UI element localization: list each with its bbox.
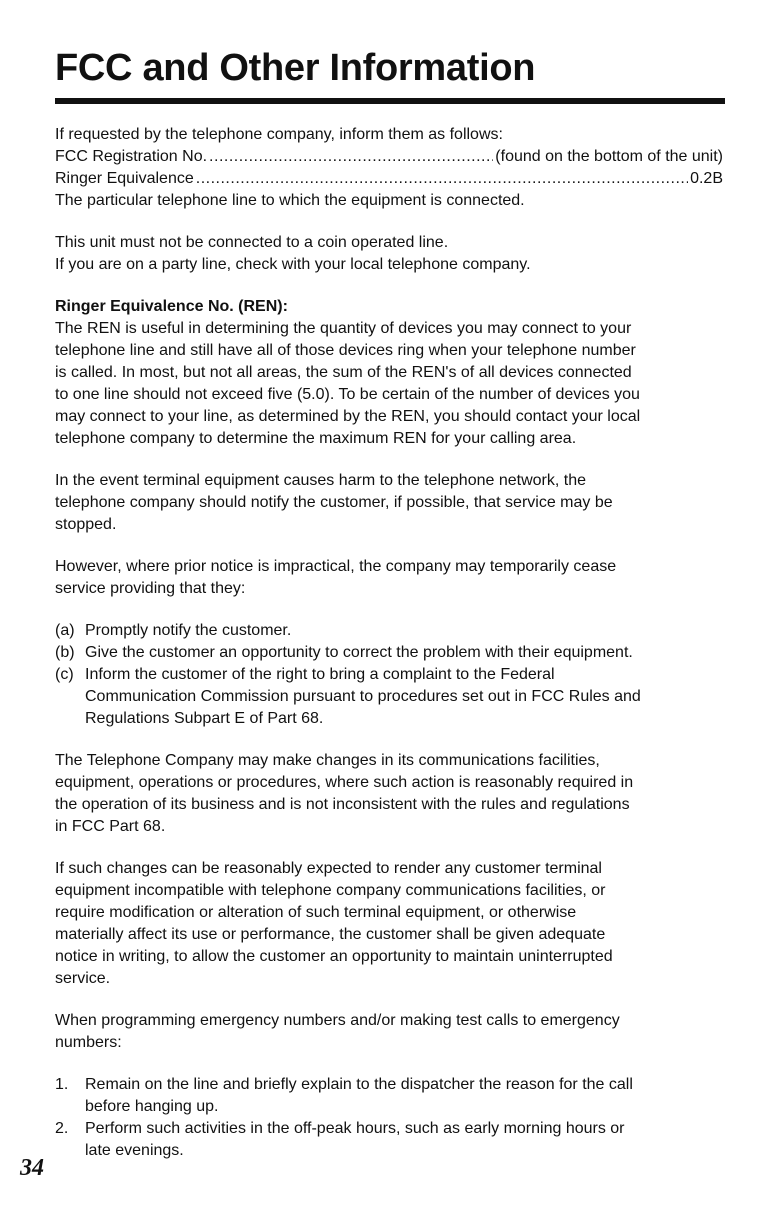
document-body xyxy=(55,124,723,1162)
paragraph-line: If you are on a party line, check with your local telephone company. xyxy=(55,256,531,273)
list-item xyxy=(55,642,723,664)
list-item-text xyxy=(85,1118,723,1162)
notice-list xyxy=(55,620,723,730)
emergency-list xyxy=(55,1074,723,1162)
paragraph-line: the operation of its business and is not inconsistent with the rules and regulations xyxy=(55,796,630,813)
facility-changes-paragraph xyxy=(55,750,723,838)
list-item-line: Communication Commission pursuant to procedures set out in FCC Rules and xyxy=(85,688,641,705)
paragraph-line: materially affect its use or performance, the customer shall be given adequate xyxy=(55,926,606,943)
list-item xyxy=(55,620,723,642)
paragraph-line: telephone company to determine the maximum REN for your calling area. xyxy=(55,430,577,447)
dot-leader xyxy=(196,168,688,190)
list-marker: (a) xyxy=(55,622,75,639)
paragraph-line: service providing that they: xyxy=(55,580,246,597)
intro-line: The particular telephone line to which the equipment is connected. xyxy=(55,192,525,209)
ren-paragraph xyxy=(55,296,723,450)
paragraph-line: If such changes can be reasonably expected to render any customer terminal xyxy=(55,860,602,877)
dot-leader xyxy=(209,146,493,168)
intro-line: If requested by the telephone company, inform them as follows: xyxy=(55,126,503,143)
coin-line-paragraph xyxy=(55,232,723,276)
paragraph-line: numbers: xyxy=(55,1034,122,1051)
emergency-paragraph xyxy=(55,1010,723,1054)
list-item-text xyxy=(85,1074,723,1118)
list-item-line: Perform such activities in the off-peak hours, such as early morning hours or xyxy=(85,1120,625,1137)
paragraph-line: to one line should not exceed five (5.0). To be certain of the number of devices you xyxy=(55,386,640,403)
list-item xyxy=(55,1118,723,1162)
fcc-registration-value: (found on the bottom of the unit) xyxy=(495,148,723,165)
page xyxy=(55,0,723,1182)
ringer-equivalence-row xyxy=(55,168,723,190)
paragraph-line: notice in writing, to allow the customer an opportunity to maintain uninterrupted xyxy=(55,948,613,965)
list-item-line: before hanging up. xyxy=(85,1098,219,1115)
list-marker: 2. xyxy=(55,1120,69,1137)
paragraph-line: in FCC Part 68. xyxy=(55,818,166,835)
paragraph-line: This unit must not be connected to a coin operated line. xyxy=(55,234,449,251)
list-item-line: Promptly notify the customer. xyxy=(85,622,292,639)
title-divider xyxy=(55,98,725,104)
page-number: 34 xyxy=(20,1155,44,1181)
list-item-text xyxy=(85,664,723,730)
paragraph-line: equipment, operations or procedures, where such action is reasonably required in xyxy=(55,774,634,791)
page-title: FCC and Other Information xyxy=(55,47,536,89)
paragraph-line: require modification or alteration of such terminal equipment, or otherwise xyxy=(55,904,577,921)
paragraph-line: stopped. xyxy=(55,516,117,533)
ringer-equivalence-label: Ringer Equivalence xyxy=(55,170,194,187)
list-item-text xyxy=(85,620,723,642)
paragraph-line: The REN is useful in determining the quantity of devices you may connect to your xyxy=(55,320,632,337)
paragraph-line: equipment incompatible with telephone company communications facilities, or xyxy=(55,882,606,899)
paragraph-line: When programming emergency numbers and/or making test calls to emergency xyxy=(55,1012,620,1029)
list-item xyxy=(55,1074,723,1118)
paragraph-line: In the event terminal equipment causes harm to the telephone network, the xyxy=(55,472,586,489)
list-item-line: Regulations Subpart E of Part 68. xyxy=(85,710,324,727)
paragraph-line: is called. In most, but not all areas, the sum of the REN's of all devices connected xyxy=(55,364,632,381)
paragraph-line: service. xyxy=(55,970,111,987)
list-item xyxy=(55,664,723,730)
incompatible-equipment-paragraph xyxy=(55,858,723,990)
intro-paragraph xyxy=(55,124,723,212)
paragraph-line: telephone line and still have all of those devices ring when your telephone number xyxy=(55,342,636,359)
prior-notice-paragraph xyxy=(55,556,723,600)
list-item-line: Remain on the line and briefly explain to the dispatcher the reason for the call xyxy=(85,1076,633,1093)
paragraph-line: However, where prior notice is impractical, the company may temporarily cease xyxy=(55,558,617,575)
list-item-line: Give the customer an opportunity to correct the problem with their equipment. xyxy=(85,644,633,661)
list-marker: 1. xyxy=(55,1076,69,1093)
list-item-line: late evenings. xyxy=(85,1142,184,1159)
list-item-text xyxy=(85,642,723,664)
list-item-line: Inform the customer of the right to bring a complaint to the Federal xyxy=(85,666,555,683)
fcc-registration-row xyxy=(55,146,723,168)
harm-paragraph xyxy=(55,470,723,536)
ren-heading: Ringer Equivalence No. (REN): xyxy=(55,298,288,315)
list-marker: (c) xyxy=(55,666,74,683)
paragraph-line: may connect to your line, as determined by the REN, you should contact your local xyxy=(55,408,641,425)
ringer-equivalence-value: 0.2B xyxy=(690,170,723,187)
list-marker: (b) xyxy=(55,644,75,661)
paragraph-line: The Telephone Company may make changes in its communications facilities, xyxy=(55,752,600,769)
paragraph-line: telephone company should notify the customer, if possible, that service may be xyxy=(55,494,613,511)
fcc-registration-label: FCC Registration No. xyxy=(55,148,208,165)
